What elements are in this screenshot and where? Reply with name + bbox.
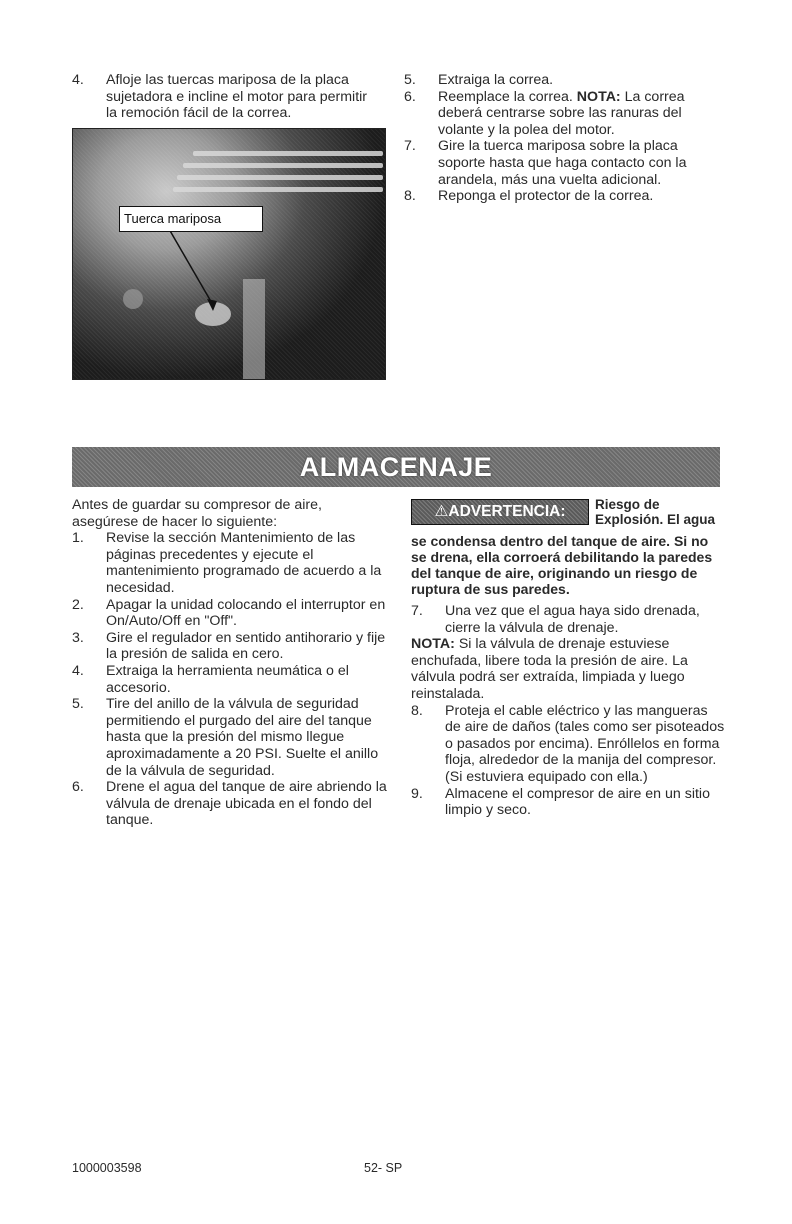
list-item bbox=[72, 663, 390, 696]
step-number: 6. bbox=[72, 779, 84, 796]
storage-right-column bbox=[411, 497, 727, 819]
photo-pointer-arrow bbox=[73, 129, 385, 379]
step-text: Reemplace la correa. bbox=[438, 88, 577, 105]
warning-body: se condensa dentro del tanque de aire. Si no se drena, ella corroerá debilitando la paredes del tanque de aire, originando un riesgo de ruptura de sus paredes. bbox=[411, 533, 713, 597]
step-text: La correa deberá centrarse sobre las ranuras del volante y la polea del motor. bbox=[438, 88, 685, 138]
photo-label: Tuerca mariposa bbox=[119, 206, 263, 232]
section-title: ALMACENAJE bbox=[299, 451, 493, 482]
step-number: 9. bbox=[411, 785, 423, 802]
step-text: Reponga el protector de la correa. bbox=[438, 188, 654, 205]
section-banner bbox=[72, 447, 720, 487]
list-item bbox=[72, 72, 368, 122]
list-item bbox=[411, 703, 727, 786]
step-number: 6. bbox=[404, 88, 416, 105]
step-text: Una vez que el agua haya sido drenada, cierre la válvula de drenaje. bbox=[445, 603, 700, 636]
storage-steps-list-final bbox=[411, 703, 727, 819]
list-item bbox=[72, 597, 390, 630]
document-number: 1000003598 bbox=[72, 1161, 142, 1175]
step-text: Tire del anillo de la válvula de seguridad permitiendo el purgado del aire del tanque hasta que la presión del mismo llegue aproximadamente a 20 PSI. Suelte el anillo de la válvula de seguridad. bbox=[106, 696, 379, 779]
step-number: 4. bbox=[72, 662, 84, 679]
warning-header bbox=[411, 497, 727, 533]
warning-title: Riesgo de Explosión. El agua bbox=[595, 497, 716, 527]
step-text: Proteja el cable eléctrico y las mangueras de aire de daños (tales como ser pisoteados o pasados por encima). Enróllelos en forma floja, alrededor de la manija del compresor. (Si estuviera equipado con ella.) bbox=[445, 702, 725, 785]
list-item bbox=[72, 779, 390, 829]
top-left-column bbox=[72, 72, 368, 122]
storage-steps-list bbox=[72, 530, 390, 829]
list-item bbox=[404, 138, 724, 188]
step-text: Revise la sección Mantenimiento de las páginas precedentes y ejecute el mantenimiento programado de acuerdo a la necesidad. bbox=[106, 530, 382, 596]
step-number: 8. bbox=[411, 702, 423, 719]
belt-steps-list bbox=[404, 72, 724, 205]
list-item bbox=[411, 603, 727, 636]
page-number: 52- SP bbox=[364, 1161, 403, 1175]
step-text: Afloje las tuercas mariposa de la placa sujetadora e incline el motor para permitir la remoción fácil de la correa. bbox=[106, 72, 368, 122]
top-right-column bbox=[404, 72, 724, 205]
step-number: 2. bbox=[72, 596, 84, 613]
step-number: 5. bbox=[72, 696, 84, 713]
note-text: Si la válvula de drenaje estuviese enchufada, libere toda la presión de aire. La válvula podrá ser extraída, limpiada y luego reinstalada. bbox=[411, 636, 688, 702]
step-number: 4. bbox=[72, 72, 84, 88]
wing-nut-photo bbox=[72, 128, 386, 380]
list-item bbox=[72, 630, 390, 663]
step-number: 8. bbox=[404, 188, 416, 205]
step-text: Apagar la unidad colocando el interruptor en On/Auto/Off en "Off". bbox=[106, 596, 386, 630]
step-number: 5. bbox=[404, 72, 416, 88]
note-label: NOTA: bbox=[576, 88, 621, 105]
list-item bbox=[411, 786, 727, 819]
storage-intro: Antes de guardar su compresor de aire, asegúrese de hacer lo siguiente: bbox=[72, 497, 322, 530]
step-text: Gire la tuerca mariposa sobre la placa soporte hasta que haga contacto con la arandela, más una vuelta adicional. bbox=[438, 138, 687, 188]
storage-left-column bbox=[72, 497, 390, 829]
storage-steps-list-continued bbox=[411, 603, 727, 636]
step-number: 3. bbox=[72, 629, 84, 646]
drain-note bbox=[411, 636, 727, 702]
step-number: 7. bbox=[411, 603, 423, 619]
note-label: NOTA: bbox=[411, 636, 455, 653]
loosen-steps-list bbox=[72, 72, 368, 122]
warning-badge: ⚠ADVERTENCIA: bbox=[411, 499, 589, 525]
list-item bbox=[72, 696, 390, 779]
step-text: Extraiga la herramienta neumática o el accesorio. bbox=[106, 662, 349, 696]
step-text: Almacene el compresor de aire en un sitio limpio y seco. bbox=[445, 785, 710, 819]
step-number: 1. bbox=[72, 530, 84, 547]
list-item bbox=[404, 188, 724, 205]
step-text: Gire el regulador en sentido antihorario y fije la presión de salida en cero. bbox=[106, 629, 386, 663]
step-text: Extraiga la correa. bbox=[438, 72, 554, 88]
list-item bbox=[404, 72, 724, 89]
step-text: Drene el agua del tanque de aire abriendo la válvula de drenaje ubicada en el fondo del tanque. bbox=[106, 779, 387, 829]
step-number: 7. bbox=[404, 138, 416, 155]
list-item bbox=[404, 89, 724, 139]
list-item bbox=[72, 530, 390, 596]
